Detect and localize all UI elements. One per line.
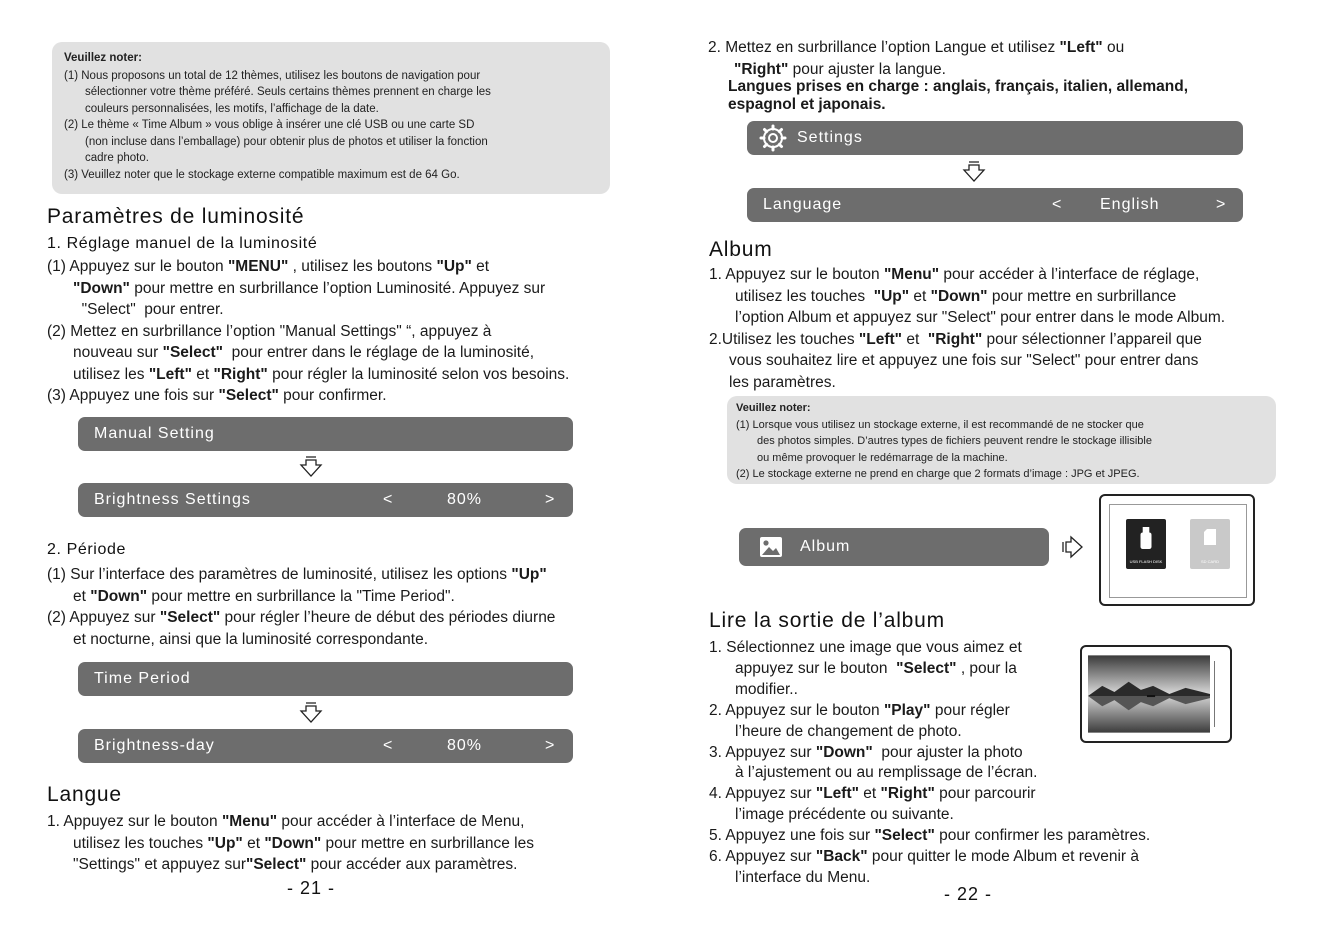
chevron-right-icon: > xyxy=(545,491,556,508)
text-run: 2.Utilisez les touches xyxy=(709,330,859,348)
note-line: (non incluse dans l’emballage) pour obtenir plus de photos et utiliser la fonction xyxy=(85,135,488,148)
supported-languages xyxy=(728,78,1188,114)
arrow-down-icon xyxy=(298,702,324,724)
text-run: utilisez les touches xyxy=(73,834,208,852)
checkmark-icon: ✓ xyxy=(598,418,620,449)
key-name: "Right" xyxy=(880,785,935,803)
menu-bar-label: Album xyxy=(800,538,851,555)
text-line xyxy=(47,586,647,608)
text-run: 2. Mettez en surbrillance l’option Langue et utilisez xyxy=(708,39,1060,56)
text-run: (1) Appuyez sur le bouton xyxy=(47,258,228,275)
menu-bar-label: Language xyxy=(763,196,843,213)
note-line: cadre photo. xyxy=(85,152,149,164)
text-run: pour régler l’heure de début des périodes diurne xyxy=(220,609,556,626)
text-line xyxy=(47,256,647,278)
text-line xyxy=(709,868,1309,889)
device-photo-screen xyxy=(1080,645,1232,743)
device-storage-screen xyxy=(1099,494,1255,606)
subsection-title-period: 2. Période xyxy=(47,541,126,558)
text-run: pour régler xyxy=(930,701,1010,719)
note-line: ou même provoquer le redémarrage de la machine. xyxy=(757,451,1008,464)
text-run: utilisez les xyxy=(73,365,149,383)
key-name: "Down" xyxy=(264,834,322,852)
usb-icon xyxy=(1140,527,1152,549)
text-run: pour entrer dans le réglage de la luminosité, xyxy=(223,344,535,361)
text-run: et xyxy=(902,330,928,348)
text-run: utilisez les touches xyxy=(735,287,874,305)
text-line xyxy=(47,811,647,833)
key-name: "Select" xyxy=(246,856,307,873)
key-name: "Right" xyxy=(927,330,983,348)
text-line xyxy=(709,350,1319,372)
menu-bar-label: Brightness Settings xyxy=(94,491,251,508)
section-title-lire: Lire la sortie de l’album xyxy=(709,609,945,632)
text-run: pour accéder à l’interface de réglage, xyxy=(939,266,1200,283)
text-line xyxy=(708,37,1288,59)
landscape-photo-icon xyxy=(1088,655,1210,733)
chevron-right-icon: > xyxy=(1216,196,1227,213)
usb-disk-tile xyxy=(1126,519,1166,569)
text-run: pour ajuster la langue. xyxy=(788,60,946,78)
page-number-left: - 21 - xyxy=(287,878,336,898)
text-run: , utilisez les boutons xyxy=(288,258,437,275)
text-run: 3. Appuyez sur xyxy=(709,743,816,761)
page-number-right: - 22 - xyxy=(944,884,993,904)
key-name: "Down" xyxy=(90,587,148,605)
text-run: l’heure de changement de photo. xyxy=(735,722,962,740)
text-line xyxy=(47,364,647,386)
arrow-right-icon xyxy=(1062,534,1084,560)
key-name: "Left" xyxy=(858,330,903,348)
language-value: English xyxy=(1100,196,1160,213)
key-name: "Left" xyxy=(1059,39,1103,56)
key-name: "Menu" xyxy=(221,813,278,830)
sd-card-icon xyxy=(1204,529,1216,545)
text-run: pour confirmer. xyxy=(278,387,387,404)
section-title-brightness: Paramètres de luminosité xyxy=(47,205,305,228)
text-run: "Settings" et appuyez sur xyxy=(73,856,246,873)
text-line xyxy=(709,264,1319,286)
arrow-down-icon xyxy=(961,161,987,183)
key-name: "Select" xyxy=(896,659,957,677)
key-name: "Select" xyxy=(162,344,223,361)
text-run: 6. Appuyez sur xyxy=(709,848,816,866)
note-box-themes xyxy=(52,42,610,194)
chevron-right-icon: > xyxy=(545,737,556,754)
chevron-left-icon: < xyxy=(383,737,394,754)
chevron-left-icon: < xyxy=(383,491,394,508)
text-run: et xyxy=(858,785,881,803)
text-run: et xyxy=(191,365,214,383)
text-run: 1. Appuyez sur le bouton xyxy=(47,813,222,830)
key-name: "Down" xyxy=(815,743,873,761)
key-name: "Up" xyxy=(207,834,243,852)
text-run: pour accéder aux paramètres. xyxy=(306,856,518,873)
supported-languages-line: espagnol et japonais. xyxy=(728,96,886,113)
note-line: (1) Lorsque vous utilisez un stockage externe, il est recommandé de ne stocker que xyxy=(736,418,1144,431)
note-line: couleurs personnalisées, les motifs, l’affichage de la date. xyxy=(85,102,379,115)
text-line xyxy=(47,833,647,855)
text-run: l’interface du Menu. xyxy=(735,868,871,886)
text-run: pour sélectionner l’appareil que xyxy=(982,330,1202,348)
section-title-langue: Langue xyxy=(47,783,122,806)
text-run: l’image précédente ou suivante. xyxy=(735,806,954,824)
text-run: 5. Appuyez une fois sur xyxy=(709,827,875,845)
text-line xyxy=(709,826,1309,847)
text-run: pour mettre en surbrillance les xyxy=(321,834,534,852)
text-run: (2) Appuyez sur xyxy=(47,609,160,626)
gear-icon xyxy=(759,124,787,152)
text-run: , pour la xyxy=(956,659,1017,677)
note-line: sélectionner votre thème préféré. Seuls certains thèmes prennent en charge les xyxy=(85,86,491,98)
key-name: "Left" xyxy=(815,785,859,803)
text-run: l’option Album et appuyez sur "Select" pour entrer dans le mode Album. xyxy=(735,309,1226,326)
text-line xyxy=(47,854,647,876)
album-steps xyxy=(709,264,1319,393)
text-run: pour mettre en surbrillance l’option Luminosité. Appuyez sur xyxy=(129,279,546,297)
text-run: et xyxy=(909,287,931,305)
text-run: 1. Appuyez sur le bouton xyxy=(709,266,884,283)
manual-steps xyxy=(47,256,647,407)
text-line xyxy=(709,743,1309,764)
text-run: et xyxy=(471,258,490,275)
langue-steps xyxy=(47,811,647,876)
text-line xyxy=(709,329,1319,351)
text-line xyxy=(709,847,1309,868)
text-run: modifier.. xyxy=(735,680,798,698)
device-side-buttons xyxy=(1214,661,1221,727)
text-run: (3) Appuyez une fois sur xyxy=(47,387,219,404)
key-name: "Select" xyxy=(874,827,935,845)
text-run: pour régler la luminosité selon vos besoins. xyxy=(267,365,570,383)
text-run: (1) Sur l’interface des paramètres de luminosité, utilisez les options xyxy=(47,566,512,583)
chevron-left-icon: < xyxy=(1052,196,1063,213)
text-line xyxy=(47,607,647,629)
arrow-down-icon xyxy=(298,456,324,478)
key-name: "Down" xyxy=(930,287,988,305)
sd-card-tile xyxy=(1190,519,1230,569)
text-run: 4. Appuyez sur xyxy=(709,785,816,803)
key-name: "Left" xyxy=(148,365,192,383)
note-line: des photos simples. D’autres types de fichiers peuvent rendre le stockage illisible xyxy=(757,435,1152,447)
key-name: "Play" xyxy=(883,701,931,719)
text-line xyxy=(708,59,1288,81)
menu-bar-label: Settings xyxy=(797,129,863,146)
key-name: "Select" xyxy=(218,387,279,404)
device-screen xyxy=(1109,504,1247,598)
text-run: ou xyxy=(1102,39,1125,56)
key-name: "Up" xyxy=(436,258,472,275)
text-run: pour accéder à l’interface de Menu, xyxy=(277,813,525,830)
text-run: et xyxy=(242,834,265,852)
text-line xyxy=(47,629,647,651)
menu-bar-manual-setting xyxy=(78,417,620,451)
key-name: "Right" xyxy=(213,365,268,383)
text-run: et xyxy=(73,587,91,605)
text-run: appuyez sur le bouton xyxy=(735,659,897,677)
menu-bar-brightness-settings xyxy=(78,483,573,517)
menu-bar-album xyxy=(739,528,1049,566)
menu-bar-label: Brightness-day xyxy=(94,737,215,754)
sd-label: SD CARD xyxy=(1200,559,1219,564)
note-line: (1) Nous proposons un total de 12 thèmes, utilisez les boutons de navigation pour xyxy=(64,69,481,82)
key-name: "Select" xyxy=(159,609,221,626)
text-line xyxy=(47,385,647,407)
note-title: Veuillez noter: xyxy=(64,52,142,64)
note-line: (2) Le thème « Time Album » vous oblige à insérer une clé USB ou une carte SD xyxy=(64,119,475,131)
text-line xyxy=(47,564,647,586)
brightness-value: 80% xyxy=(447,737,483,754)
text-run: nouveau sur xyxy=(73,344,163,361)
text-run: les paramètres. xyxy=(729,373,836,391)
language-steps xyxy=(708,37,1288,80)
key-name: "Menu" xyxy=(883,266,940,283)
text-line xyxy=(47,278,647,300)
text-run: pour mettre en surbrillance la "Time Period". xyxy=(147,587,455,605)
menu-bar-label: Manual Setting xyxy=(94,425,215,442)
key-name: "Right" xyxy=(734,60,789,78)
menu-bar-language xyxy=(747,188,1243,222)
text-line xyxy=(709,763,1309,784)
text-line xyxy=(709,372,1319,394)
key-name: "Up" xyxy=(511,566,547,583)
brightness-value: 80% xyxy=(447,491,483,508)
text-run: vous souhaitez lire et appuyez une fois sur "Select" pour entrer dans xyxy=(729,352,1199,369)
text-run: 1. Sélectionnez une image que vous aimez et xyxy=(709,639,1022,656)
key-name: "MENU" xyxy=(227,258,289,275)
menu-bar-label: Time Period xyxy=(94,670,191,687)
text-run: pour quitter le mode Album et revenir à xyxy=(867,848,1140,866)
text-run: et nocturne, ainsi que la luminosité correspondante. xyxy=(73,630,428,648)
text-line xyxy=(709,307,1319,329)
menu-bar-time-period xyxy=(78,662,573,696)
text-line xyxy=(709,784,1309,805)
text-line xyxy=(47,299,647,321)
note-title: Veuillez noter: xyxy=(736,402,811,414)
text-line xyxy=(709,286,1319,308)
menu-bar-brightness-day xyxy=(78,729,573,763)
note-line: (2) Le stockage externe ne prend en charge que 2 formats d’image : JPG et JPEG. xyxy=(736,468,1140,480)
key-name: "Down" xyxy=(73,279,130,297)
text-run: pour parcourir xyxy=(934,785,1036,803)
image-icon xyxy=(759,535,783,559)
note-line: (3) Veuillez noter que le stockage externe compatible maximum est de 64 Go. xyxy=(64,168,460,181)
period-steps xyxy=(47,564,647,650)
subsection-title-manual: 1. Réglage manuel de la luminosité xyxy=(47,235,318,252)
menu-bar-settings xyxy=(747,121,1243,155)
text-run: pour ajuster la photo xyxy=(872,743,1023,761)
text-line xyxy=(709,805,1309,826)
text-line xyxy=(47,321,647,343)
text-line xyxy=(47,342,647,364)
key-name: "Up" xyxy=(873,287,910,305)
section-title-album: Album xyxy=(709,238,773,261)
text-run: "Select" pour entrer. xyxy=(73,301,224,318)
supported-languages-line: Langues prises en charge : anglais, français, italien, allemand, xyxy=(728,78,1188,95)
text-run: à l’ajustement ou au remplissage de l’écran. xyxy=(735,764,1038,782)
text-run: pour mettre en surbrillance xyxy=(987,287,1177,305)
text-run: pour confirmer les paramètres. xyxy=(934,827,1151,845)
text-run: (2) Mettez en surbrillance l’option "Manual Settings" “, appuyez à xyxy=(47,322,492,340)
text-run: 2. Appuyez sur le bouton xyxy=(709,701,884,719)
note-box-storage xyxy=(727,396,1276,484)
usb-label: USB FLASH DISK xyxy=(1129,559,1163,564)
key-name: "Back" xyxy=(815,848,868,866)
